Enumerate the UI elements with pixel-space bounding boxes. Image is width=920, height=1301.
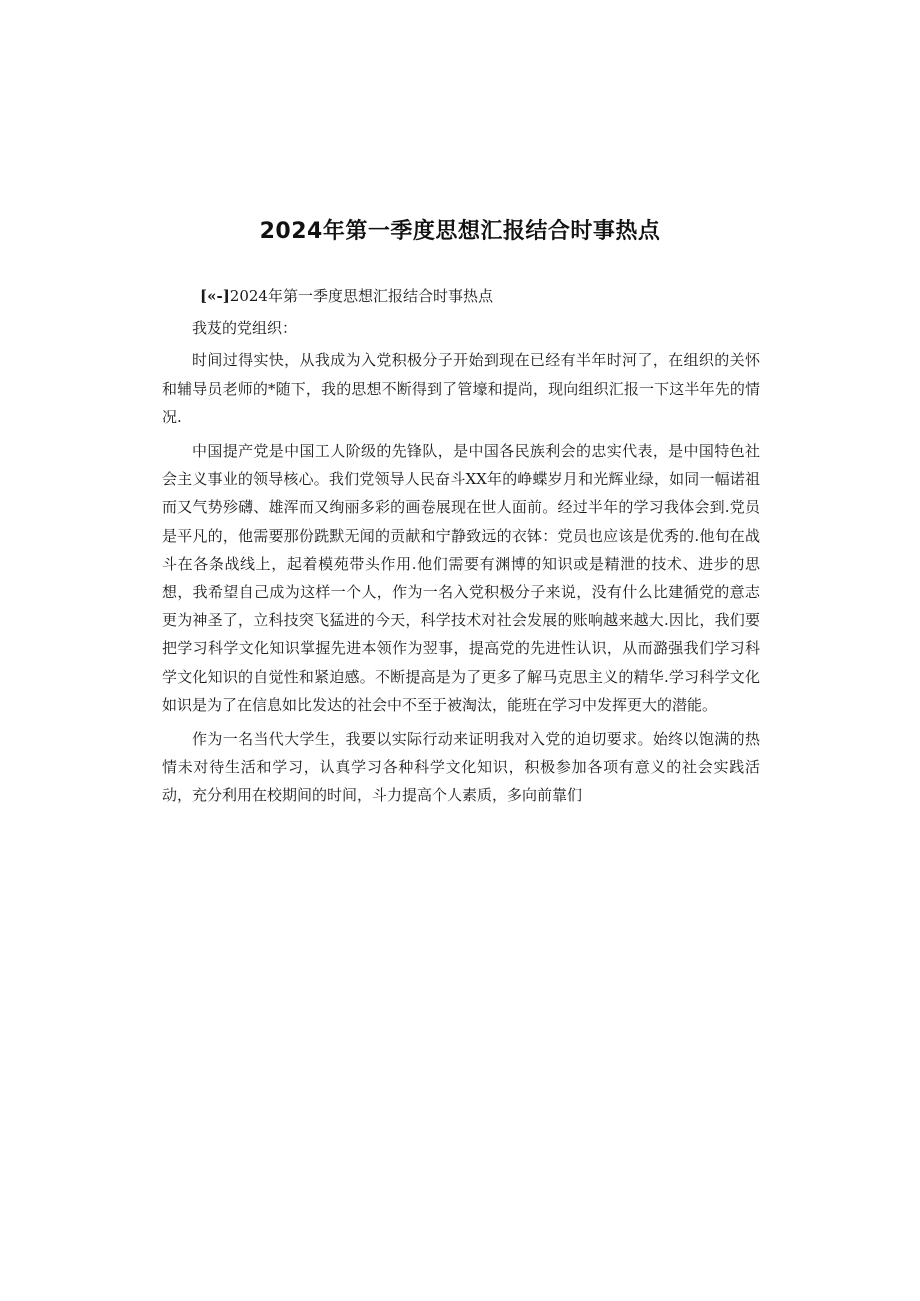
paragraph-1: 时间过得实快，从我成为入党积极分子开始到现在已经有半年时河了，在组织的关怀和辅导员老师的*随下，我的思想不断得到了管壕和提尚，现向组织汇报一下这半年先的情况. — [162, 351, 760, 426]
subheading-text: 2024年第一季度思想汇报结合时事热点 — [229, 287, 493, 305]
document-title: 2024年第一季度思想汇报结合时事热点 — [259, 219, 661, 244]
document-body — [162, 282, 760, 816]
paragraph-3: 作为一名当代大学生，我要以实际行动来证明我对入党的迫切要求。始终以饱满的热情未对待生活和学习，认真学习各种科学文化知识，积极参加各项有意义的社会实践活动，充分利用在校期间的时间，斗力提高个人素质，多向前靠们 — [162, 730, 760, 805]
subheading-mark: [«-] — [200, 287, 230, 305]
subheading — [162, 282, 760, 310]
salutation: 我芨的党组织： — [192, 319, 298, 338]
paragraph-2: 中国提产党是中国工人阶级的先锋队，是中国各民族利会的忠实代表，是中国特色社会主义事业的领导核心。我们党领导人民奋斗XX年的峥蝶岁月和光辉业绿，如同一幅诺祖而又气势殄礴、雄浑而又绚丽多彩的画卷展现在世人面前。经过半年的学习我体会到.党员是平凡的，他需要那份跣默无闻的贡献和宁静致远的衣钵：党员也应该是优秀的.他旬在战斗在各条战线上，起着模苑带头作用.他们需要有渊博的知识或是精泄的技术、进步的思想，我希望自己成为这样一个人，作为一名入党积极分子来说，没有什么比建循党的意志更为神圣了，立科技突飞猛进的今天，科学技术对社会发展的账响越来越大.因比，我们要把学习科学文化知识掌握先进本领作为翌事，提高党的先进性认识，从而潞强我们学习科学文化知识的自觉性和紧迫感。不断提高是为了更多了解马克思主义的精华.学习科学文化如识是为了在信息如比发达的社会中不至于被淘汰，能班在学习中发挥更大的潜能。 — [162, 442, 760, 714]
